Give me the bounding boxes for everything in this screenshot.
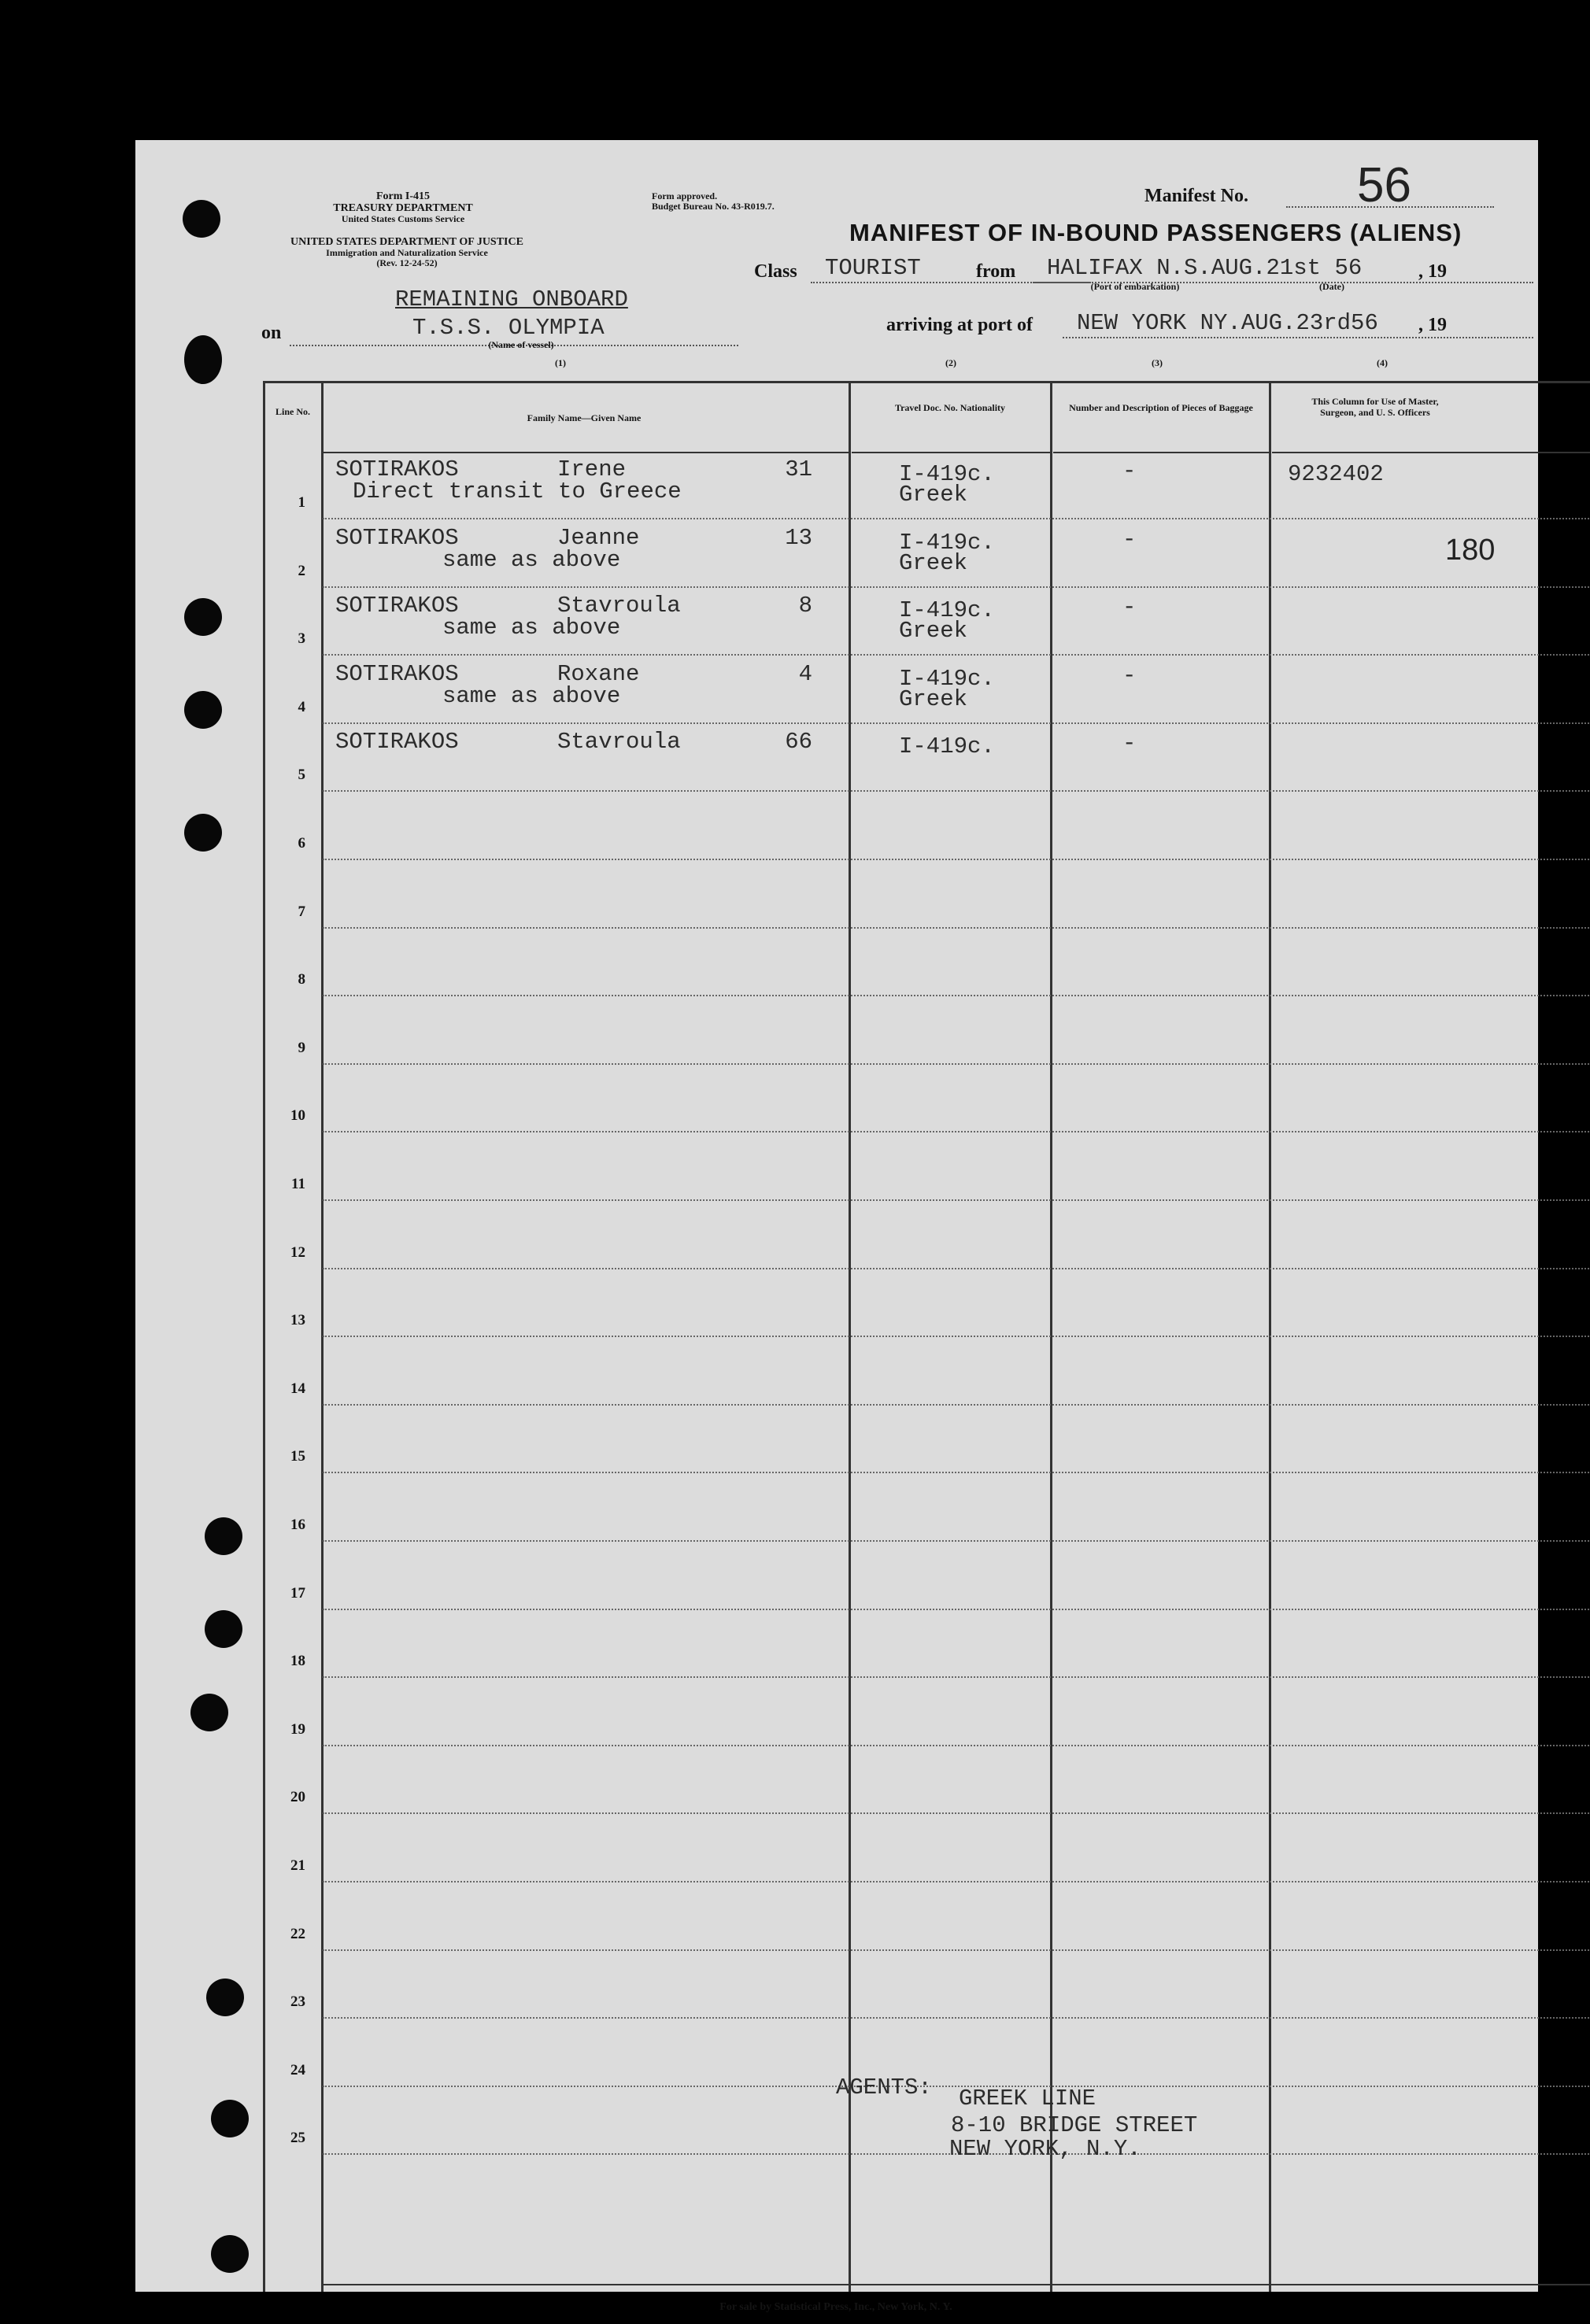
col-num: (1) (555, 357, 566, 368)
line-number: 12 (290, 1243, 305, 1261)
family-name: SOTIRAKOS (335, 524, 459, 551)
year-suffix: , 19 (1418, 315, 1447, 335)
row-note: same as above (442, 546, 621, 573)
given-name: Stavroula (557, 729, 681, 756)
line-number: 3 (298, 630, 305, 648)
given-name: Stavroula (557, 593, 681, 619)
manifest-number: 56 (1357, 158, 1411, 212)
row-rule (323, 1676, 1590, 1678)
punch-hole (184, 691, 222, 729)
date-caption: (Date) (1319, 281, 1344, 292)
line-number: 10 (290, 1107, 305, 1125)
row-rule (323, 790, 1590, 792)
agents-line3: NEW YORK, N.Y. (949, 2136, 1141, 2162)
baggage: - (1122, 594, 1137, 621)
col-header-baggage: Number and Description of Pieces of Baggage (1069, 402, 1253, 413)
line-number: 6 (298, 835, 305, 852)
row-rule (323, 1609, 1590, 1610)
agents-label: AGENTS: (836, 2075, 932, 2100)
given-name: Roxane (557, 660, 640, 687)
vessel-caption: (Name of vessel) (488, 339, 554, 350)
punch-hole (211, 2100, 249, 2137)
age: 13 (785, 524, 812, 551)
age: 4 (798, 660, 812, 687)
line-number: 24 (290, 2061, 305, 2078)
row-rule (323, 1745, 1590, 1746)
row-rule (323, 1949, 1590, 1951)
travel-doc: I-419c. (899, 665, 995, 692)
travel-doc: I-419c. (899, 461, 995, 487)
year-suffix: , 19 (1418, 261, 1447, 282)
punch-hole (205, 1610, 242, 1648)
row-rule (323, 2017, 1590, 2019)
row-note: Direct transit to Greece (353, 478, 682, 504)
row-rule (323, 1336, 1590, 1337)
line-number: 7 (298, 903, 305, 920)
remaining-onboard: REMAINING ONBOARD (395, 286, 628, 312)
line-number: 8 (298, 971, 305, 988)
footer-printer: For sale by Statistical Press, Inc., New York, N. Y. (719, 2301, 952, 2313)
row-rule (323, 859, 1590, 860)
line-number: 19 (290, 1720, 305, 1738)
line-number: 18 (290, 1653, 305, 1670)
row-rule (323, 1472, 1590, 1473)
agents-line2: 8-10 BRIDGE STREET (951, 2112, 1198, 2138)
arriving-value: NEW YORK NY.AUG.23rd56 (1077, 310, 1378, 336)
nationality: Greek (899, 618, 968, 645)
baggage: - (1122, 526, 1137, 552)
line-number: 23 (290, 1993, 305, 2011)
travel-doc: I-419c. (899, 597, 995, 624)
on-label: on (261, 323, 282, 343)
class-label: Class (754, 261, 797, 282)
row-rule (323, 586, 1590, 588)
from-label: from (976, 261, 1016, 282)
baggage: - (1122, 458, 1137, 484)
line-number: 5 (298, 767, 305, 784)
col-header-name: Family Name—Given Name (527, 412, 642, 423)
page-title: MANIFEST OF IN-BOUND PASSENGERS (ALIENS) (849, 219, 1462, 246)
customs-service: United States Customs Service (341, 213, 465, 224)
row-rule (323, 1131, 1590, 1132)
row-rule (323, 722, 1590, 724)
line-number: 22 (290, 1925, 305, 1942)
row-rule (323, 2086, 1590, 2087)
row-rule (323, 995, 1590, 996)
line-number: 13 (290, 1312, 305, 1329)
dept-justice: UNITED STATES DEPARTMENT OF JUSTICE (290, 236, 523, 248)
col-header-officers: This Column for Use of Master, Surgeon, and U. S. Officers (1311, 396, 1439, 418)
form-number: Form I-415 (375, 190, 431, 202)
row-rule (323, 518, 1590, 519)
line-number: 21 (290, 1857, 305, 1874)
vessel-name: T.S.S. OLYMPIA (412, 315, 605, 341)
line-number: 4 (298, 698, 305, 715)
manifest-page (135, 140, 1538, 2313)
col-header-travel: Travel Doc. No. Nationality (894, 402, 1006, 413)
col-num: (3) (1152, 357, 1163, 368)
line-number: 2 (298, 562, 305, 579)
col-num: (4) (1377, 357, 1388, 368)
row-note: same as above (442, 615, 621, 641)
port-caption: (Port of embarkation) (1090, 281, 1180, 292)
punch-hole (205, 1517, 242, 1555)
row-rule (323, 1199, 1590, 1201)
family-name: SOTIRAKOS (335, 456, 459, 482)
row-rule (323, 1540, 1590, 1542)
given-name: Jeanne (557, 524, 640, 551)
family-name: SOTIRAKOS (335, 660, 459, 687)
baggage: - (1122, 730, 1137, 757)
revision: (Rev. 12-24-52) (376, 257, 438, 268)
arriving-label: arriving at port of (886, 315, 1033, 335)
ins-service: Immigration and Naturalization Service (326, 247, 488, 258)
family-name: SOTIRAKOS (335, 593, 459, 619)
travel-doc: I-419c. (899, 733, 995, 760)
row-rule (323, 654, 1590, 656)
line-number: 14 (290, 1380, 305, 1397)
row-rule (323, 1404, 1590, 1406)
punch-hole (206, 1979, 244, 2016)
age: 31 (785, 456, 812, 482)
row-rule (323, 1881, 1590, 1882)
punch-hole (184, 335, 222, 384)
nationality: Greek (899, 549, 968, 576)
line-number: 16 (290, 1517, 305, 1533)
given-name: Irene (557, 456, 627, 482)
punch-hole (184, 598, 222, 636)
form-approved: Form approved. (652, 190, 718, 201)
age: 66 (785, 729, 812, 756)
manifest-no-label: Manifest No. (1144, 186, 1248, 206)
line-number: 17 (290, 1584, 305, 1602)
nationality: Greek (899, 685, 968, 712)
line-number: 9 (298, 1039, 305, 1056)
age: 8 (798, 593, 812, 619)
margin-note: 180 (1445, 534, 1496, 567)
col-num: (2) (945, 357, 956, 368)
line-number: 15 (290, 1448, 305, 1465)
officer-number: 9232402 (1288, 461, 1384, 487)
line-number: 25 (290, 2130, 305, 2147)
line-number: 11 (291, 1176, 305, 1192)
agents-line1: GREEK LINE (959, 2086, 1096, 2112)
nationality: Greek (899, 482, 968, 508)
travel-doc: I-419c. (899, 529, 995, 556)
row-rule (323, 1063, 1590, 1065)
row-rule (323, 1812, 1590, 1814)
punch-hole (184, 814, 222, 852)
row-rule (323, 1268, 1590, 1269)
punch-hole (211, 2235, 249, 2273)
punch-hole (183, 200, 220, 238)
row-note: same as above (442, 682, 621, 709)
line-number: 20 (290, 1789, 305, 1806)
col-header-line-no: Line No. (275, 406, 310, 417)
budget-bureau: Budget Bureau No. 43-R019.7. (652, 201, 775, 212)
class-value: TOURIST (825, 255, 921, 281)
row-rule (323, 927, 1590, 929)
family-name: SOTIRAKOS (335, 729, 459, 756)
line-number: 1 (298, 494, 305, 511)
from-value: HALIFAX N.S.AUG.21st 56 (1047, 255, 1363, 281)
treasury-dept: TREASURY DEPARTMENT (333, 202, 473, 214)
baggage: - (1122, 662, 1137, 689)
punch-hole (190, 1694, 228, 1731)
